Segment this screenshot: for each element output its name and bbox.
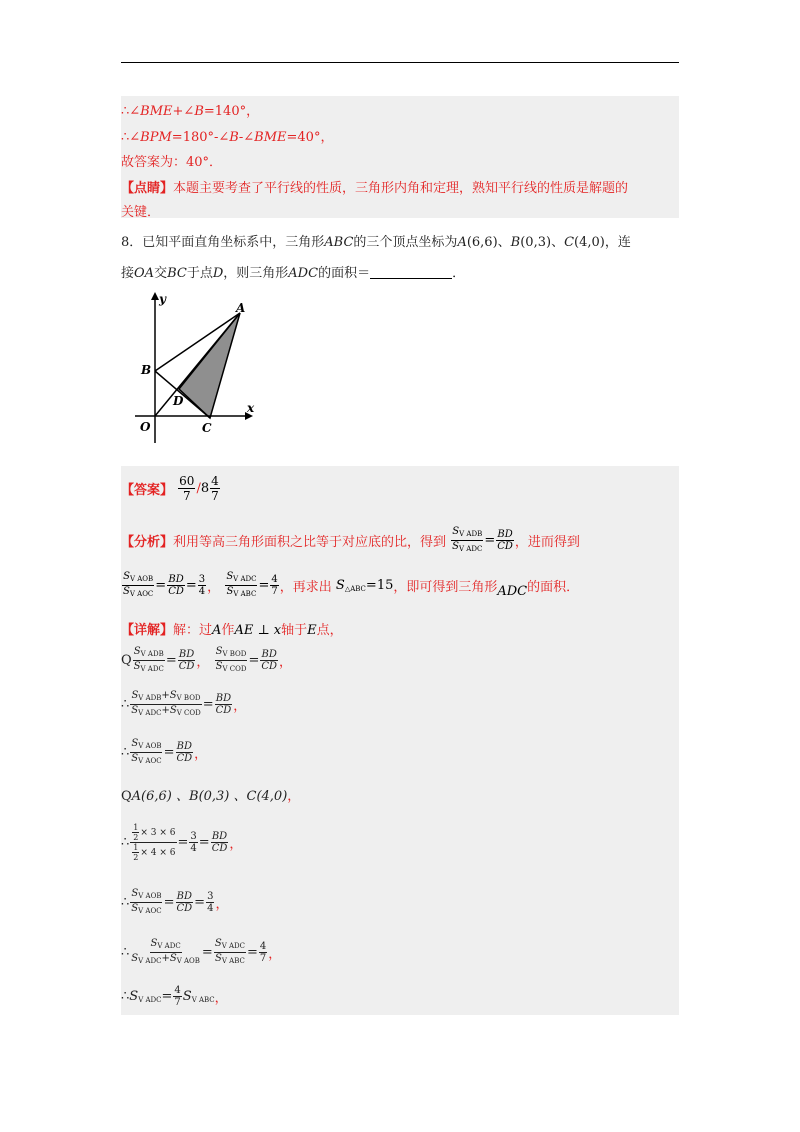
label-x: x (247, 401, 255, 415)
detail-step-2: ∴ $\frac{S_{V ADB}+S_{V BOD}}{S_{V ADC}+S_{V COD}}$ = $\frac{BD}{CD}$ ， (121, 690, 247, 717)
prev-line-3: 故答案为：40°． (121, 155, 223, 170)
frac-4-7: $\frac{4}{7}$ (271, 574, 278, 597)
answer-fraction-60-7: $\frac{60}{7}$ (179, 474, 195, 503)
coordinate-figure (135, 288, 265, 448)
analysis-frac-bd-cd: $\frac{BD}{CD}$ (497, 529, 513, 552)
analysis-frac-sadb-sadc: $\frac{S_{V ADB}}{S_{V ADC}}$ (452, 526, 483, 553)
answer-tag: 【答案】 (121, 483, 174, 498)
prev-line-5: 关键． (121, 205, 161, 220)
answer-line: 【答案】 $\frac{60}{7}$ /8 $\frac{4}{7}$ (121, 474, 219, 503)
y-axis-arrow (151, 292, 159, 300)
detail-step-7: ∴ $\frac{S_{V ADC}}{S_{V ADC}+S_{V AOB}}$ = $\frac{S_{V ADC}}{S_{V ABC}}$ = $\frac{4}{7}$ ， (121, 938, 282, 965)
frac-bd-cd-2: $\frac{BD}{CD}$ (168, 574, 184, 597)
detail-step-6: ∴ $\frac{S_{V AOB}}{S_{V AOC}}$ = $\frac{BD}{CD}$ = $\frac{3}{4}$ ， (121, 888, 229, 915)
answer-fraction-4-7: $\frac{4}{7}$ (211, 474, 219, 503)
triangle-adc-shaded (179, 313, 240, 418)
detail-line-1: 【详解】解：过A作AE ⊥ x轴于E点， (121, 623, 343, 638)
question-8-line-2: 接OA交BC于点D，则三角形ADC的面积＝ ． (121, 266, 466, 281)
analysis-frac-sadc-sabc: $\frac{S_{V ADC}}{S_{V ABC}}$ (226, 571, 257, 598)
label-y: y (159, 292, 166, 306)
frac-3-4: $\frac{3}{4}$ (198, 574, 206, 597)
prev-line-1: ∴∠BME+∠B=140°， (121, 104, 260, 119)
detail-step-1: Q $\frac{S_{V ADB}}{S_{V ADC}}$ = $\frac{BD}{CD}$ ， $\frac{S_{V BOD}}{S_{V COD}}$ = $\frac{BD}{CD}$ ， (121, 646, 293, 673)
detail-step-8: $\therefore S_{V ADC}=$ $\frac{4}{7}$ $S_{V ABC}$， (121, 985, 228, 1008)
analysis-tag: 【分析】 (121, 535, 174, 550)
detail-step-4: QA(6,6) 、B(0,3) 、C(4,0)， (121, 789, 301, 804)
label-d: D (173, 394, 184, 408)
analysis-line-2: $\frac{S_{V AOB}}{S_{V AOC}}$ = $\frac{BD}{CD}$ = $\frac{3}{4}$ ， $\frac{S_{V ADC}}{S_{V ABC}}$ = $\frac{4}{7}$ ，再求出 $S_{\triangle ABC}=15$，即可得到三角形ADC的面积． (123, 571, 580, 599)
label-o: O (140, 420, 151, 434)
header-rule (121, 62, 679, 63)
detail-step-5: ∴ $\frac{1}{2}$ × 3 × 6 $\frac{1}{2}$ × 4 × 6 = $\frac{3}{4}$ = $\frac{BD}{CD}$ ， (121, 823, 243, 862)
detail-tag: 【详解】 (121, 623, 174, 638)
analysis-line-1: 【分析】利用等高三角形面积之比等于对应底的比，得到 $\frac{S_{V ADB}}{S_{V ADC}}$ = $\frac{BD}{CD}$ ，进而得到 (121, 526, 580, 553)
comment-tag: 【点睛】 (121, 181, 174, 196)
label-a: A (236, 301, 246, 315)
question-8-line-1: 8．已知平面直角坐标系中，三角形ABC的三个顶点坐标为A(6,6)、B(0,3)、C(4,0)，连 (121, 235, 631, 250)
s-abc-15: $S_{\triangle ABC}=15$ (335, 578, 394, 593)
prev-line-4: 【点睛】本题主要考查了平行线的性质，三角形内角和定理，熟知平行线的性质是解题的 (121, 181, 629, 196)
label-b: B (141, 363, 152, 377)
answer-blank (370, 266, 452, 279)
label-c: C (202, 421, 212, 435)
detail-step-3: ∴ $\frac{S_{V AOB}}{S_{V AOC}}$ = $\frac{BD}{CD}$ ， (121, 738, 208, 765)
analysis-frac-saob-saoc: $\frac{S_{V AOB}}{S_{V AOC}}$ (123, 571, 154, 598)
prev-line-2: ∴∠BPM=180°-∠B-∠BME=40°， (121, 130, 334, 145)
